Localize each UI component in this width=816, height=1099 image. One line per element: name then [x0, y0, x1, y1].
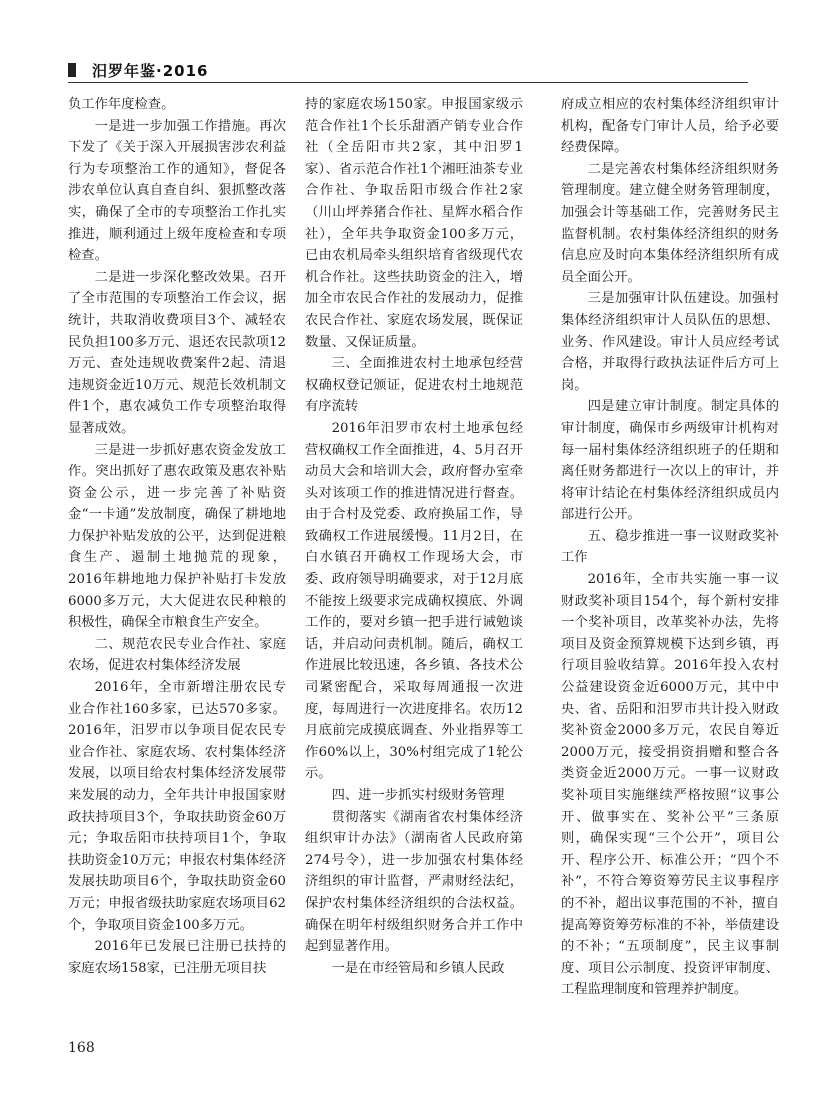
paragraph: 负工作年度检查。 — [68, 97, 175, 112]
paragraph: 一是在市经管局和乡镇人民政 — [331, 960, 505, 976]
paragraph: 2016年汨罗市农村土地承包经营权确权工作全面推进，4、5月召开动员大会和培训大会，政府督办室牵头对该项工作的推进情况进行督查。由于合村及党委、政府换届工作，导致确权工作进展缓慢。11月2日，在白水镇召开确权工作现场大会，市委、政府领导明确要求，对于12月底不能按上级要求完成确权摸底、外调工作的，要对乡镇一把手进行诫勉谈话，并启动问责机制。随后，确权工作进展比较迅速，各乡镇、各技术公司紧密配合，采取每周通报一次进度，每周进行一次进度排名。农历12月底前完成摸底调查、外业指界等工作60%以上，30%村组完成了1轮公示。 — [305, 420, 523, 782]
page-number: 168 — [68, 1040, 95, 1056]
column-2 — [305, 94, 523, 979]
header-bar — [68, 63, 76, 77]
section-heading: 二、规范农民专业合作社、家庭农场，促进农村集体经济发展 — [68, 636, 286, 674]
paragraph: 三是进一步抓好惠农资金发放工作。突出抓好了惠农政策及惠农补贴资金公示，进一步完善了补贴资金“一卡通”发放制度，确保了耕地地力保护补贴发放的公平，达到促进粮食生产、遏制土地抛荒的现象，2016年耕地地力保护补贴打卡发放6000多万元，大大促进农民种粮的积极性，确保全市粮食生产安全。 — [68, 442, 286, 631]
paragraph: 2016年已发展已注册已扶持的家庭农场158家，已注册无项目扶 — [68, 939, 286, 976]
paragraph: 持的家庭农场150家。申报国家级示范合作社1个长乐甜酒产销专业合作社（全岳阳市共2家，其中汨罗1家）、省示范合作社1个湘旺油茶专业合作社、争取岳阳市级合作社2家（川山坪养猪合作社、星辉水稻合作社），全年共争取资金100多万元，已由农机局牵头组织培育省级现代农机合作社。这些扶助资金的注入，增加全市农民合作社的发展动力，促推农民合作社、家庭农场发展，既保证数量、又保证质量。 — [305, 97, 523, 350]
column-3 — [561, 94, 779, 1001]
paragraph: 2016年，全市新增注册农民专业合作社160多家，已达570多家。2016年，汨罗市以争项目促农民专业合作社、家庭农场、农村集体经济发展，以项目给农村集体经济发展带来发展的动力，全年共计申报国家财政扶持项目3个，争取扶助资金60万元；争取岳阳市扶持项目1个，争取扶助资金10万元；申报农村集体经济发展扶助项目6个，争取扶助资金60万元；申报省级扶助家庭农场项目62个，争取项目资金100多万元。 — [68, 680, 286, 933]
section-heading: 三、全面推进农村土地承包经营权确权登记颁证，促进农村土地规范有序流转 — [305, 356, 523, 415]
section-heading: 五、稳步推进一事一议财政奖补工作 — [561, 528, 779, 566]
paragraph: 贯彻落实《湖南省农村集体经济组织审计办法》（湖南省人民政府第274号令），进一步加强农村集体经济组织的审计监督，严肃财经法纪，保护农村集体经济组织的合法权益。确保在明年村级组织财务合并工作中起到显著作用。 — [305, 809, 523, 955]
column-1 — [68, 94, 286, 979]
section-heading: 四、进一步抓实村级财务管理 — [331, 788, 505, 803]
paragraph: 一是进一步加强工作措施。再次下发了《关于深入开展损害涉农利益行为专项整治工作的通知》，督促各涉农单位认真自查自纠、狠抓整改落实，确保了全市的专项整治工作扎实推进，顺利通过上级年度检查和专项检查。 — [68, 118, 286, 264]
running-header — [68, 58, 748, 83]
paragraph: 府成立相应的农村集体经济组织审计机构，配备专门审计人员，给予必要经费保障。 — [561, 97, 779, 156]
paragraph: 2016年，全市共实施一事一议财政奖补项目154个，每个新村安排一个奖补项目，改革奖补办法，先将项目及资金预算规模下达到乡镇，再行项目验收结算。2016年投入农村公益建设资金近6000万元，其中中央、省、岳阳和汨罗市共计投入财政奖补资金2000多万元，农民自筹近2000万元，接受捐资捐赠和整合各类资金近2000万元。一事一议财政奖补项目实施继续严格按照“议事公开、做事实在、奖补公平”三条原则，确保实现“三个公开”，项目公开、程序公开、标准公开；“四个不补”，不符合筹资筹劳民主议事程序的不补，超出议事范围的不补，擅自提高筹资筹劳标准的不补，举债建设的不补；“五项制度”，民主议事制度、项目公示制度、投资评审制度、工程监理制度和管理养护制度。 — [561, 572, 779, 998]
yearbook-title: 汨罗年鉴·2016 — [92, 62, 209, 80]
paragraph: 三是加强审计队伍建设。加强村集体经济组织审计人员队伍的思想、业务、作风建设。审计人员应经考试合格，并取得行政执法证件后方可上岗。 — [561, 291, 779, 393]
paragraph: 二是进一步深化整改效果。召开了全市范围的专项整治工作会议，据统计，共取消收费项目3个、减轻农民负担100多万元、退还农民款项12万元、查处违规收费案件2起、清退违规资金近10万元、规范长效机制文件1个，惠农减负工作专项整治取得显著成效。 — [68, 269, 286, 436]
paragraph: 二是完善农村集体经济组织财务管理制度。建立健全财务管理制度，加强会计等基础工作，完善财务民主监督机制。农村集体经济组织的财务信息应及时向本集体经济组织所有成员全面公开。 — [561, 161, 779, 285]
paragraph: 四是建立审计制度。制定具体的审计制度，确保市乡两级审计机构对每一届村集体经济组织班子的任期和离任财务都进行一次以上的审计，并将审计结论在村集体经济组织成员内部进行公开。 — [561, 399, 779, 523]
